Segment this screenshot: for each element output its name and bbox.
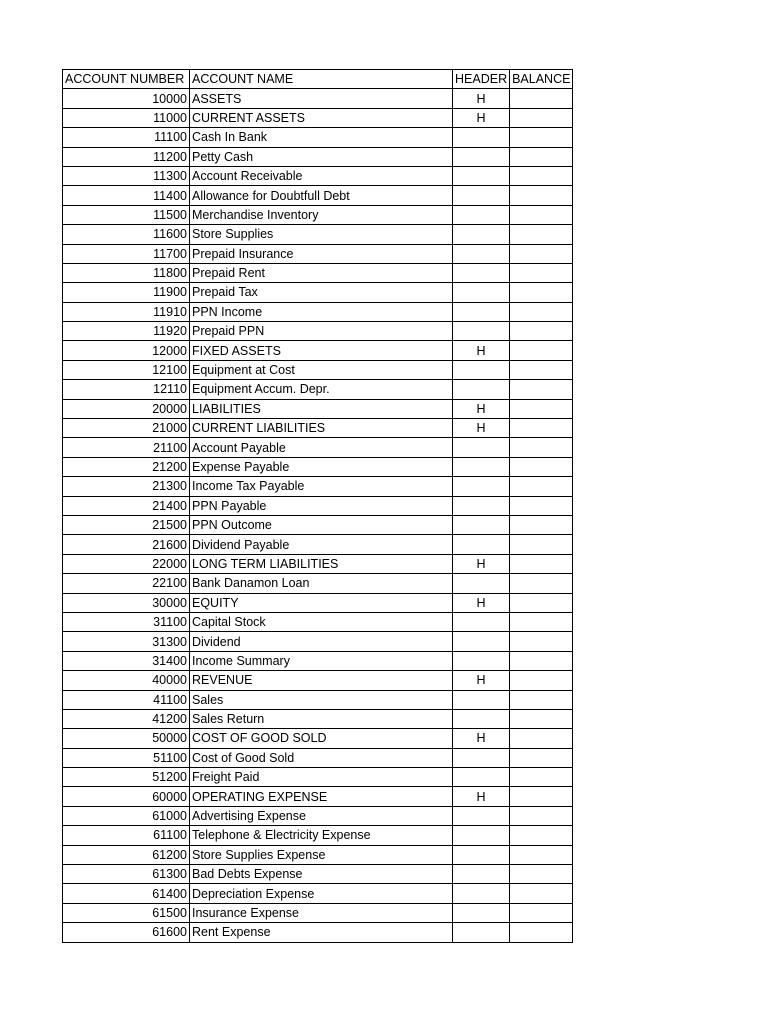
table-row bbox=[63, 322, 573, 341]
balance-cell bbox=[510, 244, 573, 263]
account-name-cell: COST OF GOOD SOLD bbox=[190, 729, 453, 748]
header-flag-cell bbox=[453, 806, 510, 825]
chart-of-accounts-table bbox=[62, 69, 573, 943]
account-name-cell: Income Tax Payable bbox=[190, 477, 453, 496]
table-row bbox=[63, 651, 573, 670]
account-name-cell: EQUITY bbox=[190, 593, 453, 612]
table-row bbox=[63, 341, 573, 360]
header-flag-cell bbox=[453, 884, 510, 903]
account-name-cell: Income Summary bbox=[190, 651, 453, 670]
balance-cell bbox=[510, 457, 573, 476]
account-number-cell: 11800 bbox=[63, 263, 190, 282]
balance-cell bbox=[510, 166, 573, 185]
balance-cell bbox=[510, 709, 573, 728]
table-row bbox=[63, 729, 573, 748]
balance-cell bbox=[510, 923, 573, 942]
table-row bbox=[63, 748, 573, 767]
table-row bbox=[63, 419, 573, 438]
table-row bbox=[63, 535, 573, 554]
account-number-cell: 60000 bbox=[63, 787, 190, 806]
header-flag-cell bbox=[453, 205, 510, 224]
header-flag-cell bbox=[453, 166, 510, 185]
account-name-cell: CURRENT LIABILITIES bbox=[190, 419, 453, 438]
table-row bbox=[63, 244, 573, 263]
header-flag-cell bbox=[453, 535, 510, 554]
balance-cell bbox=[510, 651, 573, 670]
account-name-cell: Equipment at Cost bbox=[190, 360, 453, 379]
header-flag-cell bbox=[453, 574, 510, 593]
account-number-cell: 11700 bbox=[63, 244, 190, 263]
header-flag-cell bbox=[453, 768, 510, 787]
balance-cell bbox=[510, 845, 573, 864]
account-name-cell: LIABILITIES bbox=[190, 399, 453, 418]
account-name-cell: ASSETS bbox=[190, 89, 453, 108]
account-number-cell: 20000 bbox=[63, 399, 190, 418]
balance-cell bbox=[510, 632, 573, 651]
balance-cell bbox=[510, 826, 573, 845]
account-name-cell: Bank Danamon Loan bbox=[190, 574, 453, 593]
table-row bbox=[63, 89, 573, 108]
account-name-cell: Allowance for Doubtfull Debt bbox=[190, 186, 453, 205]
table-row bbox=[63, 690, 573, 709]
account-name-cell: Account Payable bbox=[190, 438, 453, 457]
header-flag-cell bbox=[453, 709, 510, 728]
header-flag-cell bbox=[453, 632, 510, 651]
account-name-cell: Telephone & Electricity Expense bbox=[190, 826, 453, 845]
balance-cell bbox=[510, 399, 573, 418]
account-name-cell: Advertising Expense bbox=[190, 806, 453, 825]
balance-cell bbox=[510, 671, 573, 690]
header-flag-cell bbox=[453, 923, 510, 942]
balance-cell bbox=[510, 806, 573, 825]
table-row bbox=[63, 671, 573, 690]
column-header-account-name: ACCOUNT NAME bbox=[190, 70, 453, 89]
balance-cell bbox=[510, 574, 573, 593]
account-name-cell: Depreciation Expense bbox=[190, 884, 453, 903]
account-number-cell: 61400 bbox=[63, 884, 190, 903]
table-row bbox=[63, 457, 573, 476]
table-row bbox=[63, 845, 573, 864]
table-row bbox=[63, 593, 573, 612]
table-row bbox=[63, 709, 573, 728]
balance-cell bbox=[510, 554, 573, 573]
table-row bbox=[63, 768, 573, 787]
account-number-cell: 11300 bbox=[63, 166, 190, 185]
header-flag-cell bbox=[453, 612, 510, 631]
header-flag-cell bbox=[453, 147, 510, 166]
account-number-cell: 31300 bbox=[63, 632, 190, 651]
balance-cell bbox=[510, 380, 573, 399]
balance-cell bbox=[510, 787, 573, 806]
balance-cell bbox=[510, 186, 573, 205]
account-number-cell: 21500 bbox=[63, 515, 190, 534]
account-number-cell: 30000 bbox=[63, 593, 190, 612]
account-name-cell: Petty Cash bbox=[190, 147, 453, 166]
balance-cell bbox=[510, 302, 573, 321]
balance-cell bbox=[510, 438, 573, 457]
table-row bbox=[63, 574, 573, 593]
table-row bbox=[63, 360, 573, 379]
table-row bbox=[63, 554, 573, 573]
header-flag-cell bbox=[453, 457, 510, 476]
header-flag-cell bbox=[453, 302, 510, 321]
table-row bbox=[63, 263, 573, 282]
account-number-cell: 61500 bbox=[63, 903, 190, 922]
balance-cell bbox=[510, 515, 573, 534]
balance-cell bbox=[510, 884, 573, 903]
table-row bbox=[63, 612, 573, 631]
account-number-cell: 21300 bbox=[63, 477, 190, 496]
account-number-cell: 21000 bbox=[63, 419, 190, 438]
account-number-cell: 51200 bbox=[63, 768, 190, 787]
header-flag-cell bbox=[453, 263, 510, 282]
column-header-header: HEADER bbox=[453, 70, 510, 89]
balance-cell bbox=[510, 419, 573, 438]
account-number-cell: 41200 bbox=[63, 709, 190, 728]
account-number-cell: 50000 bbox=[63, 729, 190, 748]
account-number-cell: 51100 bbox=[63, 748, 190, 767]
table-row bbox=[63, 826, 573, 845]
table-row bbox=[63, 438, 573, 457]
account-name-cell: Sales bbox=[190, 690, 453, 709]
account-number-cell: 22100 bbox=[63, 574, 190, 593]
header-flag-cell: H bbox=[453, 419, 510, 438]
header-flag-cell bbox=[453, 244, 510, 263]
account-name-cell: Prepaid Rent bbox=[190, 263, 453, 282]
balance-cell bbox=[510, 322, 573, 341]
balance-cell bbox=[510, 903, 573, 922]
account-number-cell: 61200 bbox=[63, 845, 190, 864]
account-number-cell: 40000 bbox=[63, 671, 190, 690]
header-flag-cell: H bbox=[453, 787, 510, 806]
balance-cell bbox=[510, 341, 573, 360]
column-header-balance: BALANCE bbox=[510, 70, 573, 89]
balance-cell bbox=[510, 593, 573, 612]
table-row bbox=[63, 399, 573, 418]
table-row bbox=[63, 923, 573, 942]
account-number-cell: 10000 bbox=[63, 89, 190, 108]
balance-cell bbox=[510, 768, 573, 787]
balance-cell bbox=[510, 225, 573, 244]
account-number-cell: 12100 bbox=[63, 360, 190, 379]
header-flag-cell bbox=[453, 477, 510, 496]
account-name-cell: Merchandise Inventory bbox=[190, 205, 453, 224]
account-number-cell: 21200 bbox=[63, 457, 190, 476]
account-number-cell: 11000 bbox=[63, 108, 190, 127]
table-row bbox=[63, 147, 573, 166]
account-name-cell: Account Receivable bbox=[190, 166, 453, 185]
header-flag-cell bbox=[453, 360, 510, 379]
account-number-cell: 11920 bbox=[63, 322, 190, 341]
header-flag-cell: H bbox=[453, 671, 510, 690]
table-row bbox=[63, 477, 573, 496]
account-name-cell: PPN Income bbox=[190, 302, 453, 321]
balance-cell bbox=[510, 690, 573, 709]
account-name-cell: Bad Debts Expense bbox=[190, 865, 453, 884]
account-number-cell: 11200 bbox=[63, 147, 190, 166]
balance-cell bbox=[510, 612, 573, 631]
balance-cell bbox=[510, 108, 573, 127]
account-name-cell: Prepaid Tax bbox=[190, 283, 453, 302]
header-flag-cell bbox=[453, 496, 510, 515]
table-row bbox=[63, 380, 573, 399]
account-name-cell: Dividend bbox=[190, 632, 453, 651]
balance-cell bbox=[510, 865, 573, 884]
account-number-cell: 12000 bbox=[63, 341, 190, 360]
table-row bbox=[63, 515, 573, 534]
account-number-cell: 11900 bbox=[63, 283, 190, 302]
account-name-cell: Store Supplies Expense bbox=[190, 845, 453, 864]
account-rows bbox=[63, 89, 573, 942]
header-flag-cell: H bbox=[453, 341, 510, 360]
account-name-cell: Capital Stock bbox=[190, 612, 453, 631]
account-name-cell: Cash In Bank bbox=[190, 128, 453, 147]
account-number-cell: 61300 bbox=[63, 865, 190, 884]
balance-cell bbox=[510, 205, 573, 224]
table-row bbox=[63, 884, 573, 903]
table-row bbox=[63, 186, 573, 205]
account-name-cell: LONG TERM LIABILITIES bbox=[190, 554, 453, 573]
balance-cell bbox=[510, 477, 573, 496]
account-name-cell: Sales Return bbox=[190, 709, 453, 728]
table-row bbox=[63, 787, 573, 806]
account-number-cell: 21100 bbox=[63, 438, 190, 457]
header-flag-cell bbox=[453, 515, 510, 534]
table-row bbox=[63, 632, 573, 651]
balance-cell bbox=[510, 360, 573, 379]
balance-cell bbox=[510, 147, 573, 166]
balance-cell bbox=[510, 535, 573, 554]
balance-cell bbox=[510, 263, 573, 282]
header-flag-cell: H bbox=[453, 729, 510, 748]
header-flag-cell bbox=[453, 690, 510, 709]
header-flag-cell bbox=[453, 826, 510, 845]
header-flag-cell: H bbox=[453, 108, 510, 127]
table-row bbox=[63, 205, 573, 224]
header-flag-cell: H bbox=[453, 89, 510, 108]
account-number-cell: 11600 bbox=[63, 225, 190, 244]
header-flag-cell bbox=[453, 128, 510, 147]
account-name-cell: PPN Payable bbox=[190, 496, 453, 515]
account-number-cell: 61100 bbox=[63, 826, 190, 845]
header-row bbox=[63, 70, 573, 89]
account-number-cell: 61000 bbox=[63, 806, 190, 825]
account-name-cell: Cost of Good Sold bbox=[190, 748, 453, 767]
balance-cell bbox=[510, 496, 573, 515]
account-number-cell: 11400 bbox=[63, 186, 190, 205]
header-flag-cell bbox=[453, 845, 510, 864]
table-row bbox=[63, 806, 573, 825]
account-number-cell: 31100 bbox=[63, 612, 190, 631]
balance-cell bbox=[510, 283, 573, 302]
table-row bbox=[63, 865, 573, 884]
table-row bbox=[63, 108, 573, 127]
header-flag-cell bbox=[453, 748, 510, 767]
header-flag-cell bbox=[453, 380, 510, 399]
account-name-cell: PPN Outcome bbox=[190, 515, 453, 534]
table-row bbox=[63, 225, 573, 244]
account-number-cell: 11500 bbox=[63, 205, 190, 224]
account-name-cell: Prepaid Insurance bbox=[190, 244, 453, 263]
table-row bbox=[63, 903, 573, 922]
header-flag-cell bbox=[453, 225, 510, 244]
header-flag-cell bbox=[453, 438, 510, 457]
table-row bbox=[63, 128, 573, 147]
account-name-cell: Expense Payable bbox=[190, 457, 453, 476]
table-row bbox=[63, 496, 573, 515]
header-flag-cell bbox=[453, 186, 510, 205]
table-row bbox=[63, 302, 573, 321]
account-name-cell: FIXED ASSETS bbox=[190, 341, 453, 360]
account-name-cell: Insurance Expense bbox=[190, 903, 453, 922]
header-flag-cell: H bbox=[453, 593, 510, 612]
table-row bbox=[63, 283, 573, 302]
header-flag-cell bbox=[453, 283, 510, 302]
table-row bbox=[63, 166, 573, 185]
header-flag-cell: H bbox=[453, 399, 510, 418]
account-number-cell: 12110 bbox=[63, 380, 190, 399]
balance-cell bbox=[510, 729, 573, 748]
balance-cell bbox=[510, 89, 573, 108]
header-flag-cell bbox=[453, 322, 510, 341]
header-flag-cell bbox=[453, 903, 510, 922]
account-name-cell: REVENUE bbox=[190, 671, 453, 690]
account-name-cell: Prepaid PPN bbox=[190, 322, 453, 341]
account-name-cell: CURRENT ASSETS bbox=[190, 108, 453, 127]
account-name-cell: Freight Paid bbox=[190, 768, 453, 787]
account-number-cell: 21600 bbox=[63, 535, 190, 554]
balance-cell bbox=[510, 748, 573, 767]
account-number-cell: 11910 bbox=[63, 302, 190, 321]
account-number-cell: 41100 bbox=[63, 690, 190, 709]
header-flag-cell bbox=[453, 865, 510, 884]
column-header-account-number: ACCOUNT NUMBER bbox=[63, 70, 190, 89]
balance-cell bbox=[510, 128, 573, 147]
account-number-cell: 11100 bbox=[63, 128, 190, 147]
account-number-cell: 22000 bbox=[63, 554, 190, 573]
chart-of-accounts-sheet bbox=[62, 69, 573, 943]
account-name-cell: Dividend Payable bbox=[190, 535, 453, 554]
account-name-cell: Equipment Accum. Depr. bbox=[190, 380, 453, 399]
account-name-cell: Store Supplies bbox=[190, 225, 453, 244]
account-number-cell: 61600 bbox=[63, 923, 190, 942]
account-name-cell: OPERATING EXPENSE bbox=[190, 787, 453, 806]
header-flag-cell: H bbox=[453, 554, 510, 573]
account-number-cell: 21400 bbox=[63, 496, 190, 515]
account-name-cell: Rent Expense bbox=[190, 923, 453, 942]
account-number-cell: 31400 bbox=[63, 651, 190, 670]
header-flag-cell bbox=[453, 651, 510, 670]
